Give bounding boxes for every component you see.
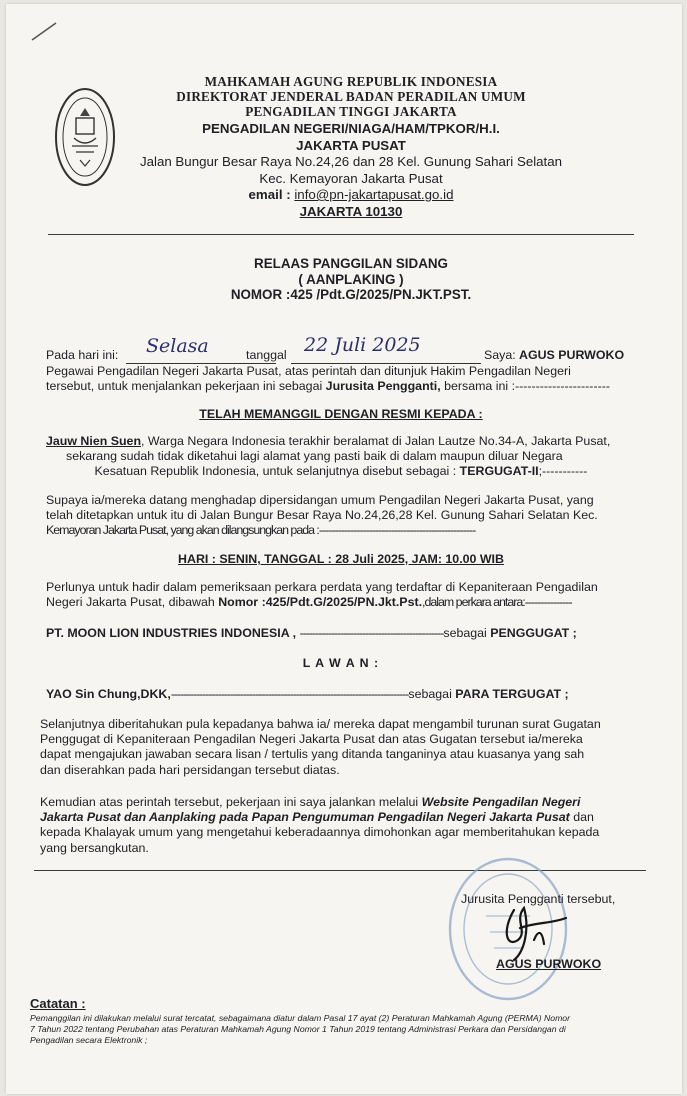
party-line-3b: TERGUGAT-II [459, 464, 539, 479]
selanjutnya-line-3: dapat mengajukan jawaban secara lisan / tertulis yang ditanda tanganinya atau kuasanya yang sah [40, 747, 585, 762]
selanjutnya-line-1: Selanjutnya diberitahukan pula kepadanya bahwa ia/ mereka dapat mengambil turunan surat Gugatan [40, 717, 601, 731]
kemudian-line-1a: Kemudian atas perintah tersebut, pekerjaan ini saya jalankan melalui [40, 795, 419, 809]
catatan-line-2: 7 Tahun 2022 tentang Perubahan atas Peraturan Mahkamah Agung Nomor 1 Tahun 2019 tentang Administrasi Perkara dan Persidangan di [30, 1024, 566, 1034]
hari-handwritten: Selasa [146, 335, 209, 357]
perlunya-line-2a: Negeri Jakarta Pusat, dibawah [46, 595, 215, 610]
pen-mark-icon [30, 20, 60, 42]
defendant-dashes: ---------------------------------------------------------------------------- [170, 687, 409, 701]
perlunya-case-number: Nomor :425/Pdt.G/2025/PN.Jkt.Pst. [218, 595, 423, 610]
header-divider [48, 234, 634, 235]
opening-line-3b: Jurusita Pengganti, [325, 379, 441, 394]
selanjutnya-line-4: dan diserahkan pada hari persidangan tersebut diatas. [40, 762, 340, 777]
lawan-label: L A W A N : [302, 656, 380, 670]
party-line-2: sekarang sudah tidak diketahui lagi alamat yang pasti baik di dalam maupun diluar Negara [66, 449, 563, 464]
catatan-line-3: Pengadilan secara Elektronik ; [30, 1035, 148, 1045]
supaya-line-1: Supaya ia/mereka datang menghadap dipersidangan umum Pengadilan Negeri Jakarta Pusat, yang [46, 493, 594, 507]
title-nomor: NOMOR :425 /Pdt.G/2025/PN.JKT.PST. [230, 287, 472, 302]
plaintiff-name: PT. MOON LION INDUSTRIES INDONESIA , [46, 626, 297, 640]
header-city: JAKARTA 10130 [299, 203, 403, 219]
party-name: Jauw Nien Suen [46, 434, 142, 448]
saya-label: Saya: [484, 348, 516, 362]
opening-line-3a: tersebut, untuk menjalankan pekerjaan ini sebagai [46, 379, 323, 394]
plaintiff-role-pre: sebagai [443, 626, 487, 640]
party-line-3c: ;----------- [538, 464, 588, 479]
title-line-1: RELAAS PANGGILAN SIDANG [254, 256, 448, 271]
plaintiff-role: PENGGUGAT ; [490, 626, 577, 640]
email-link[interactable]: info@pn-jakartapusat.go.id [294, 187, 454, 202]
header-line-2: DIREKTORAT JENDERAL BADAN PERADILAN UMUM [176, 89, 526, 104]
defendant-role-pre: sebagai [408, 687, 452, 701]
supaya-line-2: telah ditetapkan untuk itu di Jalan Bungur Besar Raya No.24,26,28 Kel. Gunung Sahari Selatan Kec. [46, 508, 598, 523]
tanggal-handwritten: 22 Juli 2025 [304, 334, 421, 356]
kemudian-line-3: kepada Khalayak umum yang mengetahui keberadaannya dimohonkan agar memberitahukan kepada [40, 825, 600, 840]
email-label: email : [248, 187, 291, 202]
defendant-role: PARA TERGUGAT ; [455, 687, 569, 701]
header-line-3: PENGADILAN TINGGI JAKARTA [245, 104, 457, 119]
header-address-2: Kec. Kemayoran Jakarta Pusat [259, 170, 443, 186]
kemudian-line-1b: Website Pengadilan Negeri [421, 795, 581, 809]
title-line-2: ( AANPLAKING ) [298, 271, 404, 287]
plaintiff-dashes: ---------------------------------------------- [299, 626, 444, 640]
catatan-line-1: Pemanggilan ini dilakukan melalui surat tercatat, sebagaimana diatur dalam Pasal 17 ayat (2) Peraturan Mahkamah Agung (PERMA) Nomor [30, 1013, 571, 1023]
summon-heading: TELAH MEMANGGIL DENGAN RESMI KEPADA : [199, 407, 483, 421]
perlunya-line-1: Perlunya untuk hadir dalam pemeriksaan perkara perdata yang terdaftar di Kepaniteraan Pengadilan [46, 580, 598, 594]
header-line-1: MAHKAMAH AGUNG REPUBLIK INDONESIA [204, 74, 498, 89]
kemudian-line-4: yang bersangkutan. [40, 840, 149, 855]
document-page [6, 4, 682, 1094]
court-emblem-icon [54, 86, 116, 188]
hearing-schedule: HARI : SENIN, TANGGAL : 28 Juli 2025, JAM: 10.00 WIB [178, 552, 504, 566]
kemudian-line-2b: dan [573, 810, 594, 825]
pada-hari-label: Pada hari ini: [46, 348, 119, 362]
selanjutnya-line-2: Penggugat di Kepaniteraan Pengadilan Negeri Jakarta Pusat dan atas Gugatan tersebut ia/mereka [40, 732, 583, 747]
party-line-1: , Warga Negara Indonesia terakhir beralamat di Jalan Lautze No.34-A, Jakarta Pusat, [141, 434, 611, 448]
header-address-1: Jalan Bungur Besar Raya No.24,26 dan 28 Kel. Gunung Sahari Selatan [139, 154, 563, 169]
header-line-4: PENGADILAN NEGERI/NIAGA/HAM/TPKOR/H.I. [202, 121, 500, 136]
opening-line-2: Pegawai Pengadilan Negeri Jakarta Pusat, atas perintah dan ditunjuk Hakim Pengadilan Negeri [46, 364, 571, 378]
tanggal-label: tanggal [246, 348, 287, 362]
kemudian-line-2a: Jakarta Pusat dan Aanplaking pada Papan Pengumuman Pengadilan Negeri Jakarta Pusat [40, 810, 570, 825]
supaya-line-3: Kemayoran Jakarta Pusat, yang akan dilangsungkan pada :-------------------------------------------------- [46, 523, 476, 538]
header-line-5: JAKARTA PUSAT [296, 137, 406, 153]
perlunya-line-2c: ,dalam perkara antara:--------------- [422, 595, 572, 610]
catatan-label: Catatan : [30, 996, 86, 1011]
party-line-3a: Kesatuan Republik Indonesia, untuk selanjutnya disebut sebagai : [94, 464, 457, 479]
defendant-name: YAO Sin Chung,DKK, [46, 687, 171, 701]
signature-title: Jurusita Pengganti tersebut, [461, 892, 616, 906]
saya-name: AGUS PURWOKO [519, 348, 625, 362]
signature-name: AGUS PURWOKO [496, 957, 602, 971]
opening-line-3c: bersama ini :----------------------- [444, 379, 610, 394]
